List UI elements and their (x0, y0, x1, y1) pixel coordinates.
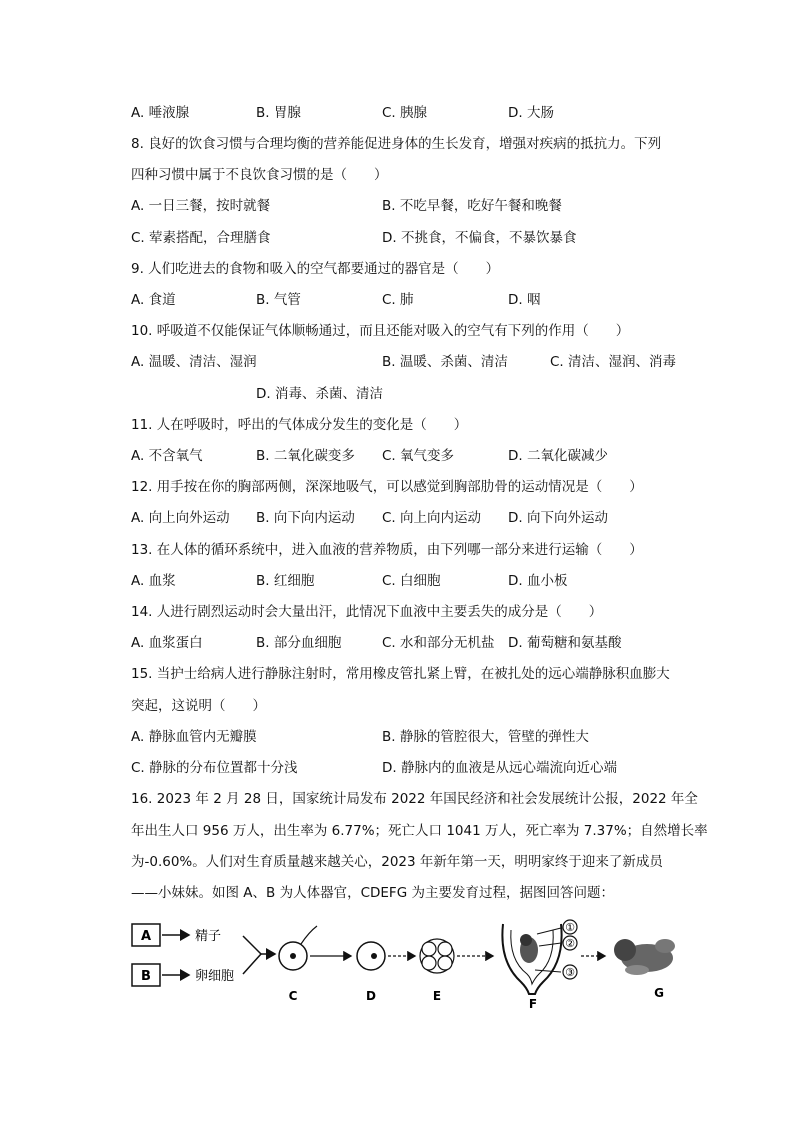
q14-option-d: D. 葡萄糖和氨基酸 (508, 635, 622, 651)
marker-3: ③ (565, 966, 575, 979)
q12-option-a: A. 向上向外运动 (131, 510, 230, 526)
q8-option-c: C. 荤素搭配，合理膳食 (131, 230, 271, 246)
q10-option-d: D. 消毒、杀菌、清洁 (256, 386, 383, 402)
q16-text-line1: 16. 2023 年 2 月 28 日，国家统计局发布 2022 年国民经济和社会发展统计公报，2022 年全 (131, 791, 698, 807)
q8-option-d: D. 不挑食，不偏食，不暴饮暴食 (382, 230, 577, 246)
stage-c-zygote (279, 926, 317, 970)
q11-option-a: A. 不含氧气 (131, 448, 203, 464)
q15-option-b: B. 静脉的管腔很大，管壁的弹性大 (382, 729, 589, 745)
box-b-label: B (141, 969, 151, 984)
q13-stem: 13. 在人体的循环系统中，进入血液的营养物质，由下列哪一部分来进行运输（ ） (131, 542, 643, 558)
q11-option-b: B. 二氧化碳变多 (256, 448, 355, 464)
q13-option-b: B. 红细胞 (256, 573, 315, 589)
q9-option-d: D. 咽 (508, 292, 541, 308)
marker-1: ① (565, 921, 575, 934)
box-a-label: A (140, 929, 152, 944)
q8-stem-line2: 四种习惯中属于不良饮食习惯的是（ ） (131, 167, 388, 183)
q15-stem-line1: 15. 当护士给病人进行静脉注射时，常用橡皮管扎紧上臂，在被扎处的远心端静脉积血膨大 (131, 666, 670, 682)
q14-option-a: A. 血浆蛋白 (131, 635, 203, 651)
q15-stem-line2: 突起，这说明（ ） (131, 698, 266, 714)
q16-text-line2: 年出生人口 956 万人，出生率为 6.77%；死亡人口 1041 万人，死亡率为 7.37%；自然增长率 (131, 823, 708, 839)
q14-option-b: B. 部分血细胞 (256, 635, 342, 651)
stage-e-cells (420, 939, 454, 973)
q10-option-b: B. 温暖、杀菌、清洁 (382, 354, 508, 370)
q11-option-d: D. 二氧化碳减少 (508, 448, 608, 464)
q9-option-a: A. 食道 (131, 292, 176, 308)
stage-g-baby (614, 939, 675, 975)
stage-c-label: C (288, 989, 298, 1003)
q9-stem: 9. 人们吃进去的食物和吸入的空气都要通过的器官是（ ） (131, 261, 500, 277)
q15-option-d: D. 静脉内的血液是从远心端流向近心端 (382, 760, 617, 776)
q12-option-d: D. 向下向外运动 (508, 510, 608, 526)
q10-option-a: A. 温暖、清洁、湿润 (131, 354, 257, 370)
q7-option-d: D. 大肠 (508, 105, 554, 121)
egg-label: 卵细胞 (195, 969, 235, 984)
stage-d-label: D (366, 989, 376, 1003)
q8-option-a: A. 一日三餐，按时就餐 (131, 198, 271, 214)
stage-f-label: F (528, 997, 538, 1011)
q7-option-a: A. 唾液腺 (131, 105, 190, 121)
development-figure (125, 912, 685, 1012)
q13-option-a: A. 血浆 (131, 573, 176, 589)
q12-option-b: B. 向下向内运动 (256, 510, 355, 526)
marker-2: ② (565, 937, 575, 950)
q16-text-line4: ——小妹妹。如图 A、B 为人体器官，CDEFG 为主要发育过程，据图回答问题： (131, 885, 614, 901)
q8-option-b: B. 不吃早餐，吃好午餐和晚餐 (382, 198, 562, 214)
stage-e-label: E (432, 989, 442, 1003)
q11-option-c: C. 氧气变多 (382, 448, 455, 464)
q15-option-a: A. 静脉血管内无瓣膜 (131, 729, 257, 745)
q7-option-c: C. 胰腺 (382, 105, 428, 121)
sperm-label: 精子 (195, 929, 222, 944)
q13-option-c: C. 白细胞 (382, 573, 441, 589)
stage-d-cell (357, 942, 385, 970)
q11-stem: 11. 人在呼吸时，呼出的气体成分发生的变化是（ ） (131, 417, 468, 433)
q9-option-c: C. 肺 (382, 292, 414, 308)
q15-option-c: C. 静脉的分布位置都十分浅 (131, 760, 298, 776)
stage-g-label: G (654, 986, 664, 1000)
q10-stem: 10. 呼吸道不仅能保证气体顺畅通过，而且还能对吸入的空气有下列的作用（ ） (131, 323, 630, 339)
q9-option-b: B. 气管 (256, 292, 301, 308)
q12-option-c: C. 向上向内运动 (382, 510, 482, 526)
q12-stem: 12. 用手按在你的胸部两侧，深深地吸气，可以感觉到胸部肋骨的运动情况是（ ） (131, 479, 643, 495)
q14-stem: 14. 人进行剧烈运动时会大量出汗，此情况下血液中主要丢失的成分是（ ） (131, 604, 603, 620)
q8-stem-line1: 8. 良好的饮食习惯与合理均衡的营养能促进身体的生长发育，增强对疾病的抵抗力。下列 (131, 136, 662, 152)
q7-option-b: B. 胃腺 (256, 105, 301, 121)
q14-option-c: C. 水和部分无机盐 (382, 635, 495, 651)
q10-option-c: C. 清洁、湿润、消毒 (550, 354, 677, 370)
q13-option-d: D. 血小板 (508, 573, 568, 589)
q16-text-line3: 为-0.60%。人们对生育质量越来越关心，2023 年新年第一天，明明家终于迎来了新成员 (131, 854, 663, 870)
